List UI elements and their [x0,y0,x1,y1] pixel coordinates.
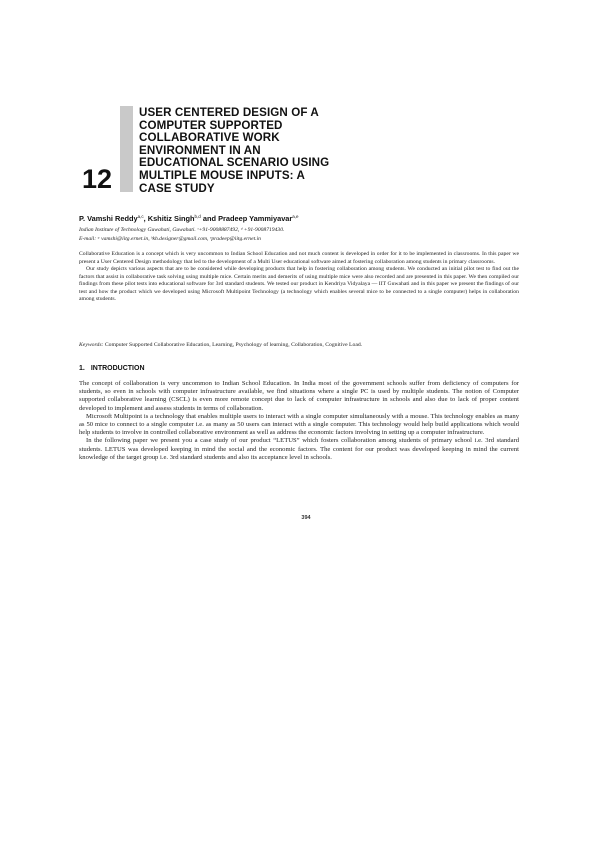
page-number: 394 [301,515,311,521]
section-number: 1. [79,365,85,372]
affiliation-line: Indian Institute of Technology Guwahati, Guwahati. ᶜ+91-9008887492, ᵈ +91-9008719430. [79,227,285,233]
author-separator: , [143,214,148,223]
chapter-number: 12 [82,164,113,194]
chapter-title-line: USER CENTERED DESIGN OF A [139,106,319,119]
chapter-accent-bar [120,106,133,192]
author-list [79,214,519,223]
section-title: INTRODUCTION [90,365,145,372]
author-affiliation-mark: a,e [292,214,299,219]
abstract-paragraph: Collaborative Education is a concept which is very uncommon to Indian School Education and not much content is developed in order for it to be implemented in classrooms. In this paper we present a User Centered Design methodology that led to the development of a Multi User educational software aimed at fostering collaboration among students in primary classrooms. [79,251,519,265]
chapter-title [139,107,379,195]
keywords-label: Keywords: [79,342,104,348]
author-affiliation-mark: b,d [194,214,201,219]
section-heading [79,365,145,372]
chapter-title-line: COMPUTER SUPPORTED [139,118,283,132]
author-name: Pradeep Yammiyavar [218,214,293,223]
body-text [79,380,519,462]
body-paragraph: Microsoft Multipoint is a technology that enables multiple users to interact with a single computer simultaneously with a mouse. This technology enables as many as 50 mice to connect to a single computer i.e. as many as 50 users can interact with a single computer. This technology would help build applications which would help students to involve in controlled collaborative environment as well as address the economic factors involving in setting up a computer infrastructure. [79,412,519,437]
body-paragraph: In the following paper we present you a case study of our product “LETUS” which fosters collaboration among students of primary school i.e. 3rd standard students. LETUS was developed keeping in mind the social and the economic factors. The content for our product was developed keeping in mind the current knowledge of the target group i.e. 3rd standard students and also its acceptance level in schools. [79,437,519,461]
chapter-title-line: MULTIPLE MOUSE INPUTS: A [139,168,305,182]
author-affiliation-mark: a,c [137,214,144,219]
author-name: Kshitiz Singh [147,214,195,223]
chapter-title-line: ENVIRONMENT IN AN [139,143,261,157]
abstract-paragraph: Our study depicts various aspects that are to be considered while developing products that help in fostering collaboration among students. We conducted an initial pilot test to find out the factors that assist in collaborative task solving using multiple mice. Certain merits and demerits of using multiple mice were also recorded and are presented in this paper. We then compiled our findings from these pilot tests into educational software for 3rd standard students. We tested our product in Kendriya Vidyalaya — IIT Guwahati and in this paper we present the findings of our test and how the product which we developed using Microsoft Multipoint Technology (a technology which enables several mice to be connected to a single computer) helps in collaboration among students. [79,266,519,302]
body-paragraph: The concept of collaboration is very uncommon to Indian School Education. In India most of the government schools suffer from deficiency of computers for students, so even in schools with computer infrastructure available, we find situations where a single PC is used by multiple students. The notion of Computer supported collaborative learning (CSCL) is even more remote concept due to lack of computer infrastructure in schools and also due to lack of proper content developed to implement and assess students in terms of collaboration. [79,380,519,412]
chapter-title-line: COLLABORATIVE WORK [139,131,280,145]
chapter-title-line: EDUCATIONAL SCENARIO USING [139,156,330,170]
author-name: P. Vamshi Reddy [79,214,138,223]
keywords [79,342,519,350]
keywords-text: Computer Supported Collaborative Education, Learning, Psychology of learning, Collaboration, Cognitive Load. [103,342,363,348]
email-line: E-mail: ᵃ vamshi@iitg.ernet.in, ᵇkh.designer@gmail.com, ᵉpradeep@iitg.ernet.in [79,236,261,242]
chapter-title-line: CASE STUDY [139,181,215,195]
author-separator: and [200,214,219,223]
abstract [79,251,519,304]
